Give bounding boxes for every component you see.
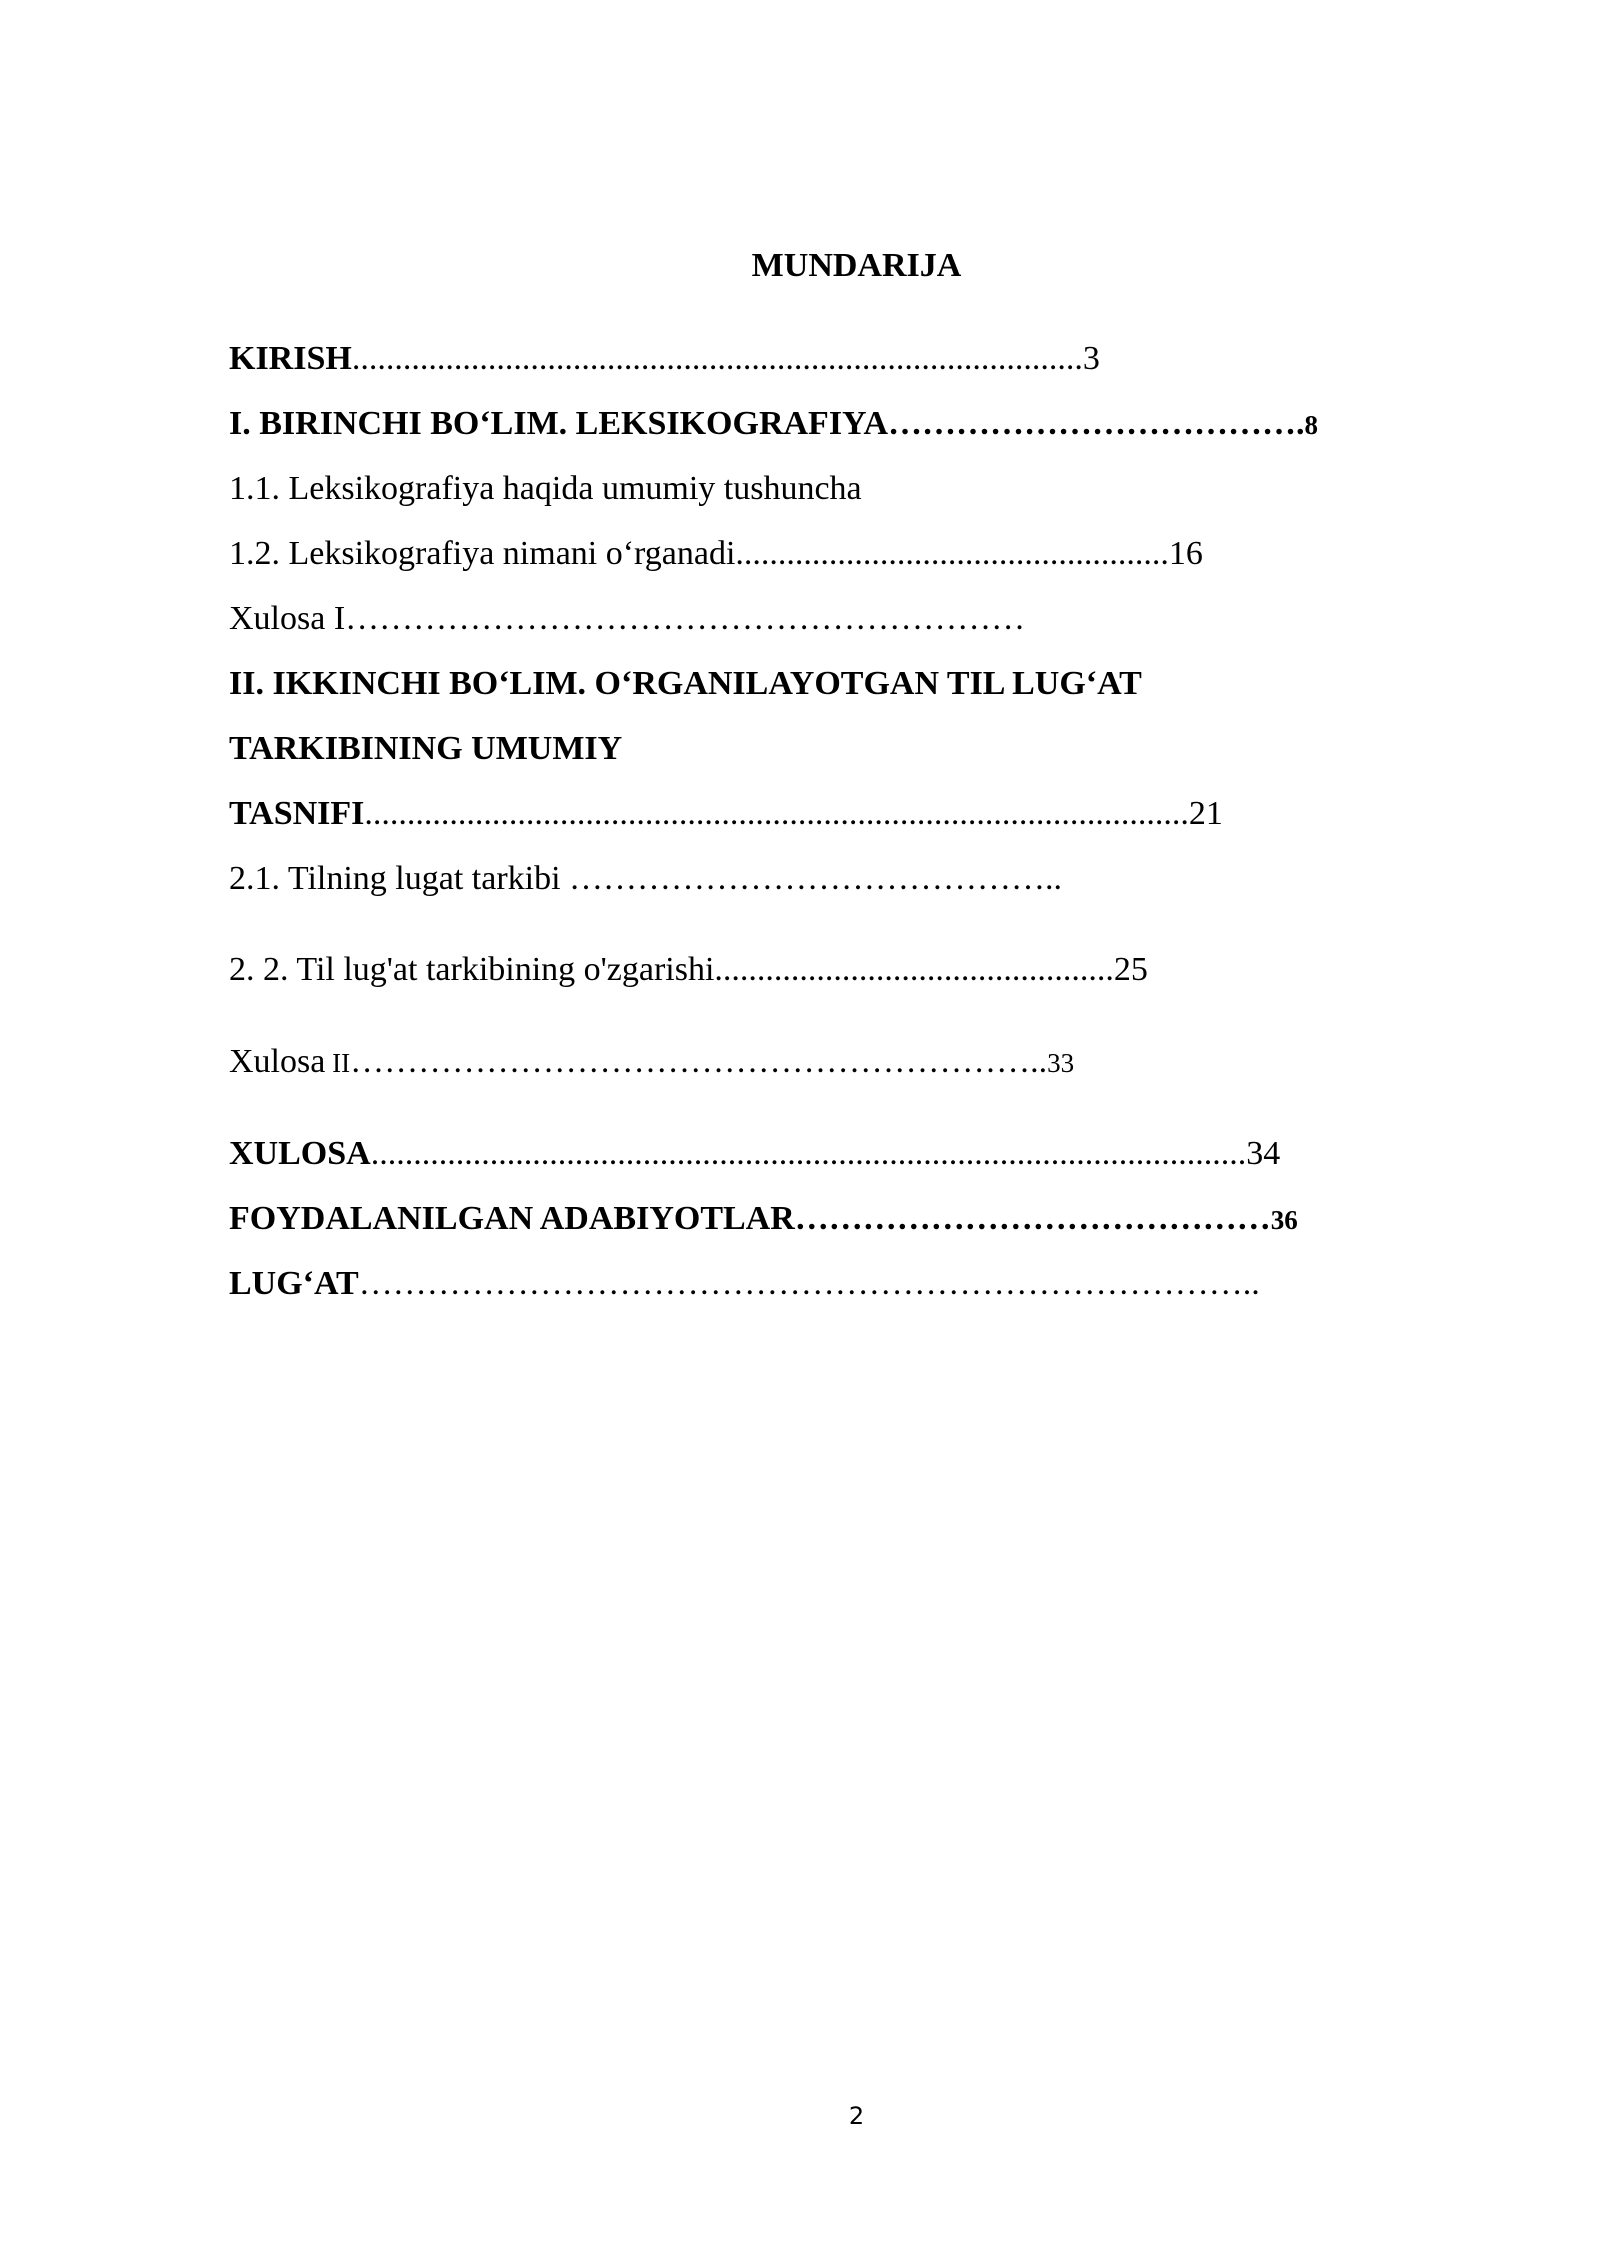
toc-label: 2.1. Tilning lugat tarkibi [229, 860, 561, 897]
toc-label: Xulosa [229, 1043, 326, 1080]
toc-leader: ………………………………. [888, 405, 1305, 442]
page-title: MUNDARIJA [751, 247, 962, 284]
toc-label-numeral: II [325, 1048, 351, 1078]
toc-entry-glossary [229, 1264, 1260, 1304]
toc-entry-kirish [229, 339, 1100, 379]
toc-entry-part-1 [229, 404, 1318, 445]
toc-leader: …………………………………………………………………….. [358, 1265, 1260, 1302]
toc-label: II. IKKINCHI BO‘LIM. O‘RGANILAYOTGAN TIL LUG‘AT [229, 665, 1142, 702]
toc-leader: ............................................... [714, 951, 1114, 988]
toc-page-number: 34 [1246, 1135, 1281, 1172]
toc-leader: ...................................................................................... [351, 340, 1083, 377]
toc-page-number: 8 [1304, 410, 1319, 440]
toc-entry-references [229, 1199, 1298, 1240]
toc-leader: …………………………………… [794, 1200, 1271, 1237]
toc-leader: …………………………………………………….. [350, 1043, 1048, 1080]
toc-label: I. BIRINCHI BO‘LIM. LEKSIKOGRAFIYA [229, 405, 889, 442]
toc-label: FOYDALANILGAN ADABIYOTLAR [229, 1200, 795, 1237]
toc-label: Xulosa I [229, 600, 346, 637]
toc-entry-1-2 [229, 534, 1203, 574]
toc-entry-2-2 [229, 950, 1148, 990]
toc-page-number: 16 [1168, 535, 1203, 572]
toc-entry-2-1 [229, 859, 1062, 899]
toc-leader: ....................................................................................................... [370, 1135, 1247, 1172]
toc-page-number: 33 [1047, 1048, 1075, 1078]
toc-label: TASNIFI [229, 795, 365, 832]
toc-label: XULOSA [229, 1135, 371, 1172]
toc-entry-conclusion [229, 1134, 1280, 1174]
page-number: 2 [848, 2102, 865, 2130]
toc-page-number: 21 [1188, 795, 1223, 832]
toc-label: TARKIBINING UMUMIY [229, 730, 623, 767]
toc-page-number: 25 [1113, 951, 1148, 988]
toc-label: KIRISH [229, 340, 352, 377]
toc-label: 2. 2. Til lug'at tarkibining o'zgarishi [229, 951, 715, 988]
toc-label: 1.1. Leksikografiya haqida umumiy tushuncha [229, 470, 862, 507]
toc-leader: …………………………………………………… [345, 600, 1026, 637]
toc-label: LUG‘AT [229, 1265, 359, 1302]
toc-leader: …………………………………….. [560, 860, 1063, 897]
toc-leader: ................................................................................................. [364, 795, 1189, 832]
toc-entry-part-2-line-1 [229, 664, 1142, 704]
toc-leader: ................................................... [735, 535, 1169, 572]
toc-entry-part-2-line-3 [229, 794, 1223, 834]
toc-entry-part-2-line-2 [229, 729, 622, 769]
toc-label: 1.2. Leksikografiya nimani o‘rganadi [229, 535, 736, 572]
toc-page-number: 3 [1082, 340, 1100, 377]
toc-entry-1-1 [229, 469, 862, 509]
toc-entry-xulosa-2 [229, 1042, 1074, 1083]
toc-entry-xulosa-1 [229, 599, 1025, 639]
toc-page-number: 36 [1270, 1205, 1298, 1235]
